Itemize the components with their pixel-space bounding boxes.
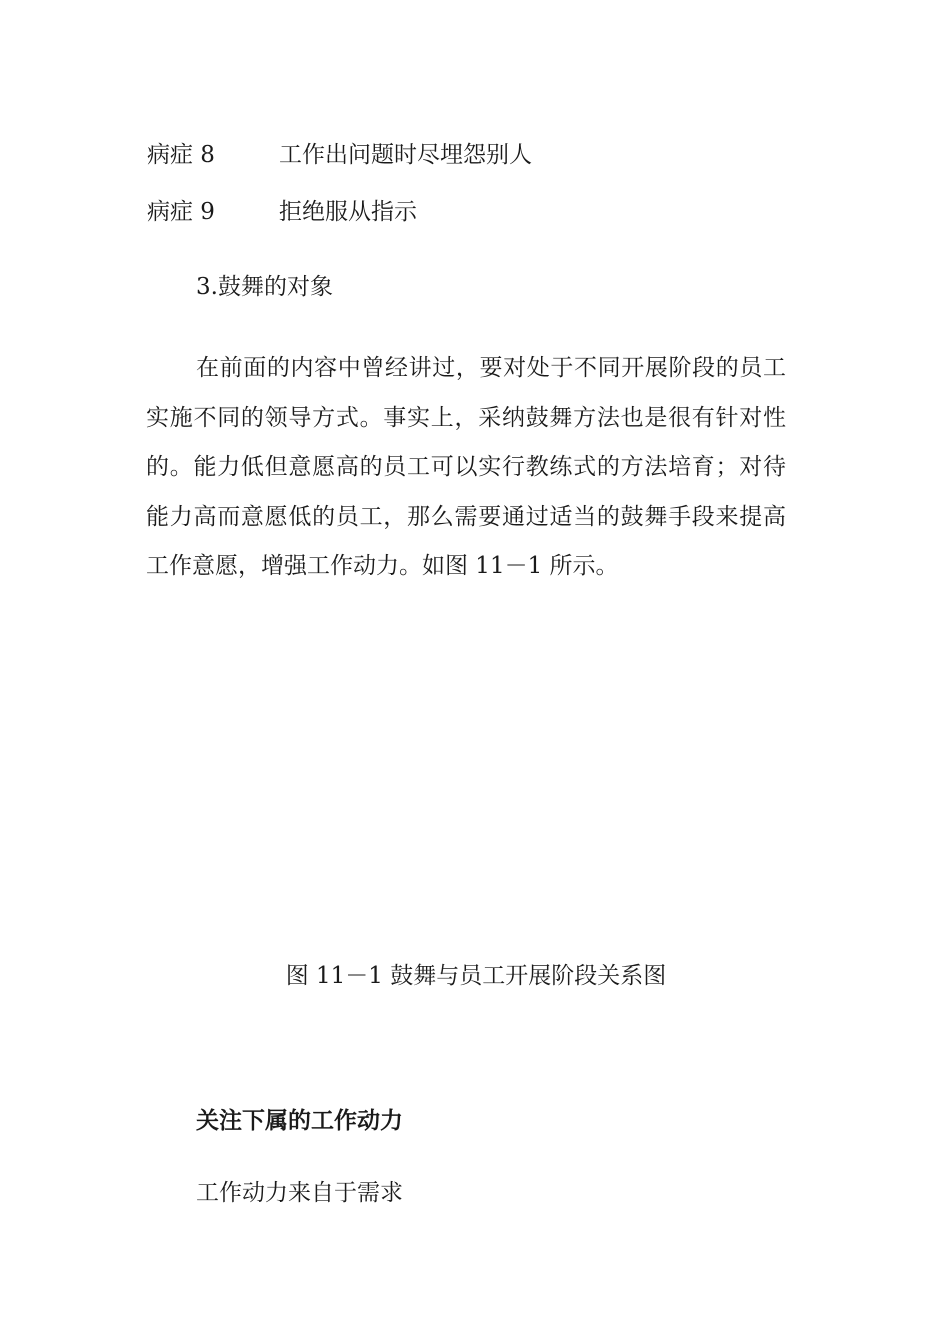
symptom-label: 病症 8 [147, 142, 215, 168]
symptom-text: 工作出问题时尽埋怨别人 [279, 142, 532, 168]
section-heading: 关注下属的工作动力 [196, 1108, 403, 1134]
figure-caption [0, 961, 950, 991]
symptom-item [147, 197, 417, 227]
symptom-text: 拒绝服从指示 [279, 199, 417, 225]
symptom-item [147, 140, 532, 170]
subsection-title: 工作动力来自于需求 [196, 1180, 403, 1206]
subheading: 3.鼓舞的对象 [196, 274, 333, 300]
body-paragraph: 在前面的内容中曾经讲过，要对处于不同开展阶段的员工实施不同的领导方式。事实上，采纳鼓舞方法也是很有针对性的。能力低但意愿高的员工可以实行教练式的方法培育；对待能力高而意愿低的员工，那么需要通过适当的鼓舞手段来提高工作意愿，增强工作动力。如图 11－1 所示。 [146, 355, 786, 579]
figure-caption-text: 图 11－1 鼓舞与员工开展阶段关系图 [285, 963, 667, 989]
symptom-label: 病症 9 [147, 199, 215, 225]
